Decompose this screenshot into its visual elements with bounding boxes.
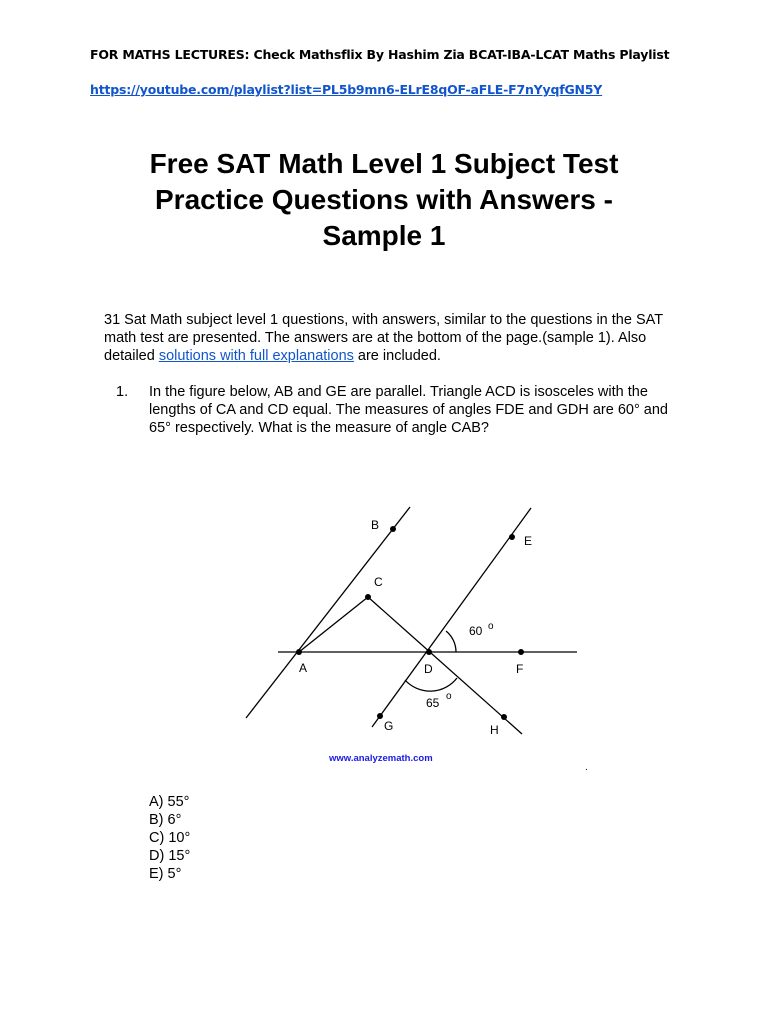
label-h: H <box>490 723 499 737</box>
playlist-link[interactable]: https://youtube.com/playlist?list=PL5b9mn6-ELrE8qOF-aFLE-F7nYyqfGN5Y <box>90 82 603 97</box>
answer-choices <box>149 793 190 883</box>
point-g <box>377 713 383 719</box>
point-d <box>426 649 432 655</box>
choice-d: D) 15° <box>149 848 191 864</box>
point-f <box>518 649 524 655</box>
stray-mark: . <box>585 762 588 773</box>
title-line-3: Sample 1 <box>322 220 446 251</box>
page-title <box>84 146 684 254</box>
label-b: B <box>371 518 380 532</box>
label-c: C <box>374 575 383 589</box>
arc-gdh <box>405 678 457 691</box>
intro-text-end: are included. <box>353 348 441 364</box>
angle-gdh-value: 65 <box>426 696 440 710</box>
point-e <box>509 534 515 540</box>
angle-gdh-degree: o <box>446 691 452 702</box>
choice-c: C) 10° <box>149 830 191 846</box>
figure-watermark: www.analyzemath.com <box>329 753 433 764</box>
choice-b: B) 6° <box>149 812 182 828</box>
angle-fde-degree: o <box>488 621 494 632</box>
label-f: F <box>516 662 524 676</box>
choice-a: A) 55° <box>149 794 190 810</box>
point-c <box>365 594 371 600</box>
intro-paragraph <box>104 311 684 365</box>
angle-fde-value: 60 <box>469 624 483 638</box>
label-a: A <box>299 661 308 675</box>
geometry-figure <box>240 500 590 770</box>
lectures-note: FOR MATHS LECTURES: Check Mathsflix By Hashim Zia BCAT-IBA-LCAT Maths Playlist <box>90 47 670 62</box>
label-g: G <box>384 719 394 733</box>
arc-fde <box>446 631 456 652</box>
title-line-2: Practice Questions with Answers - <box>155 184 613 215</box>
point-a <box>296 649 302 655</box>
label-d: D <box>424 662 433 676</box>
choice-e: E) 5° <box>149 866 182 882</box>
title-line-1: Free SAT Math Level 1 Subject Test <box>149 148 619 179</box>
solutions-link[interactable]: solutions with full explanations <box>158 348 354 364</box>
intro-text: 31 Sat Math subject level 1 questions, with answers, similar to the questions in the SAT math test are presented. The answers are at the bottom of the page.(sample 1). Also detailed <box>104 312 663 364</box>
question-text: In the figure below, AB and GE are parallel. Triangle ACD is isosceles with the lengths of CA and CD equal. The measures of angles FDE and GDH are 60° and 65° respectively. What is the measure of angle CAB? <box>149 384 668 436</box>
point-b <box>390 526 396 532</box>
question-number: 1. <box>116 384 129 400</box>
point-h <box>501 714 507 720</box>
line-cd-h <box>368 597 522 734</box>
label-e: E <box>524 534 533 548</box>
